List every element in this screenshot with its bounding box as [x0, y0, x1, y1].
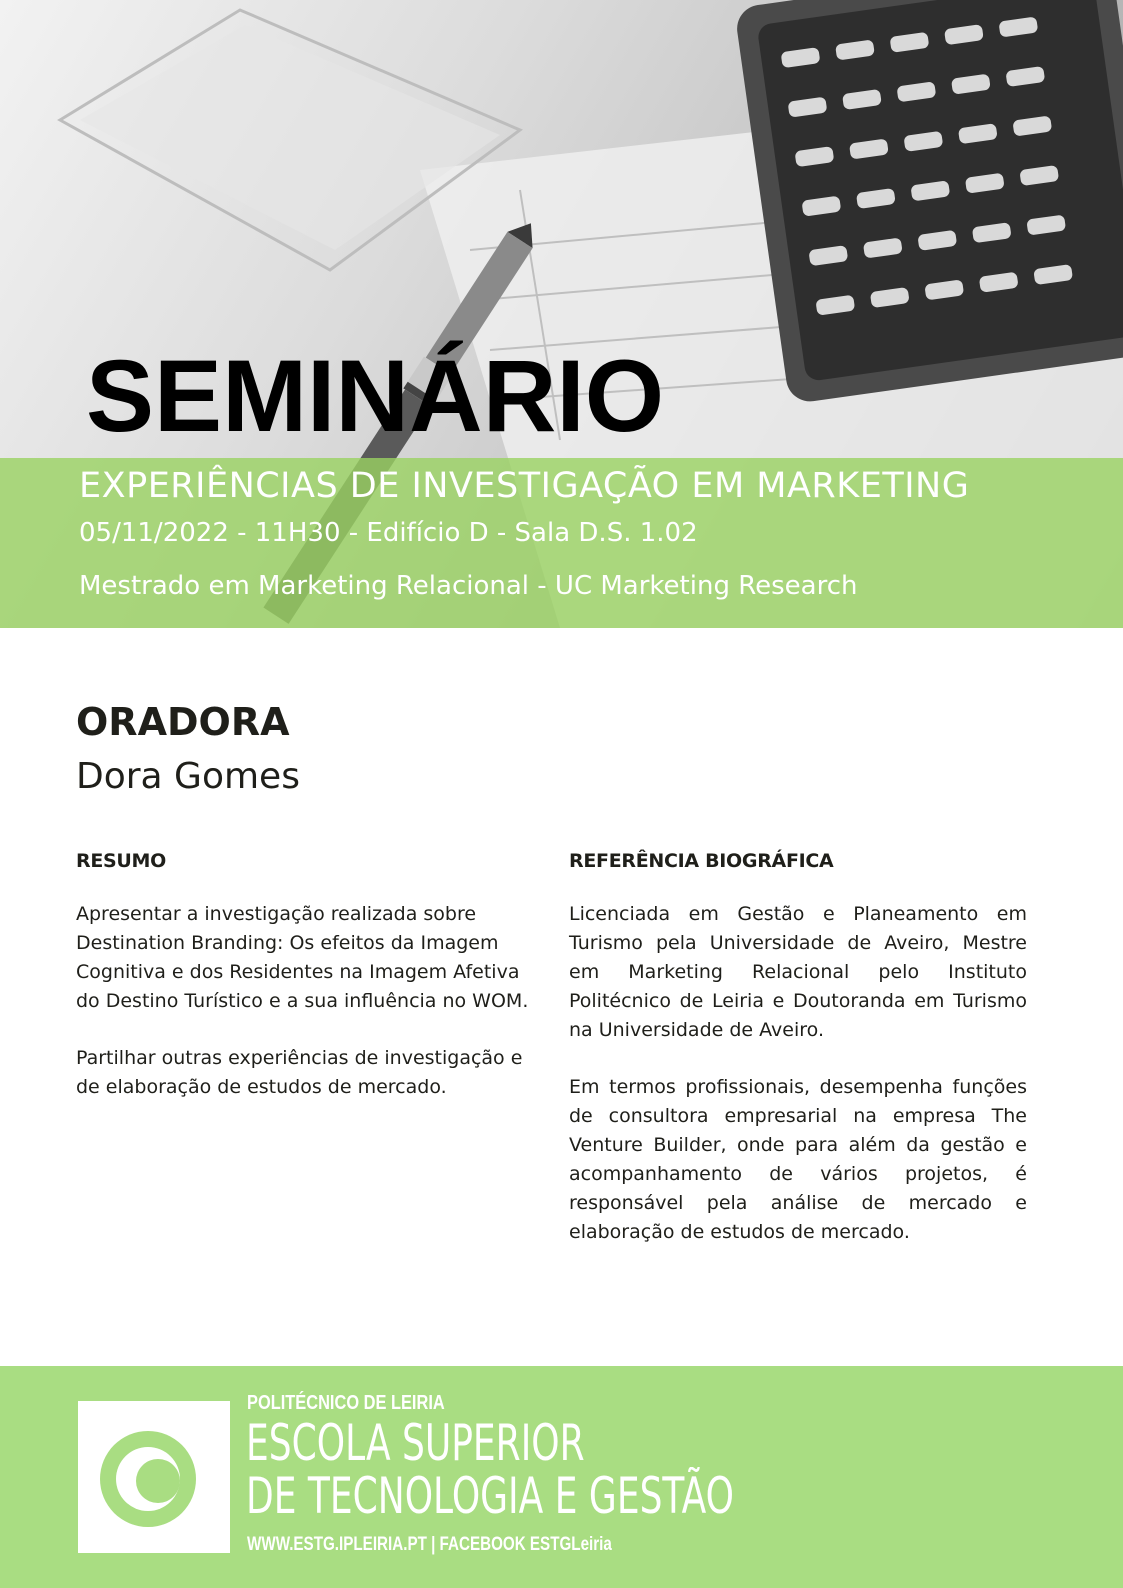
summary-paragraph: Partilhar outras experiências de investigação e de elaboração de estudos de mercado.: [76, 1047, 523, 1098]
summary-section: [76, 850, 534, 1130]
hero-banner: [0, 0, 1123, 628]
bio-paragraph: Licenciada em Gestão e Planeamento em Turismo pela Universidade de Aveiro, Mestre em Marketing Relacional pelo Instituto Politécnico de Leiria e Doutoranda em Turismo na Universidade de Aveiro.: [569, 903, 1027, 1041]
bio-paragraph: Em termos profissionais, desempenha funções de consultora empresarial na empresa The Venture Builder, onde para além da gestão e acompanhamento de vários projetos, é responsável pela análise de mercado e elaboração de estudos de mercado.: [569, 1076, 1027, 1243]
seminar-program: Mestrado em Marketing Relacional - UC Marketing Research: [79, 571, 858, 601]
speaker-label: ORADORA: [76, 700, 290, 744]
title-band: [0, 458, 1123, 628]
seminar-subtitle: EXPERIÊNCIAS DE INVESTIGAÇÃO EM MARKETING: [79, 466, 970, 506]
bio-section: [569, 850, 1027, 1275]
web-links[interactable]: WWW.ESTG.IPLEIRIA.PT | FACEBOOK ESTGLeiria: [247, 1534, 612, 1555]
page-title: SEMINÁRIO: [86, 339, 665, 453]
footer: [0, 1366, 1123, 1588]
eye-logo-icon: [78, 1401, 230, 1553]
institution-name: POLITÉCNICO DE LEIRIA: [247, 1392, 445, 1414]
school-name-line2: DE TECNOLOGIA E GESTÃO: [246, 1467, 734, 1525]
estg-logo: [78, 1401, 230, 1553]
seminar-details: 05/11/2022 - 11H30 - Edifício D - Sala D.S. 1.02: [79, 518, 698, 548]
summary-heading: RESUMO: [76, 850, 166, 872]
bio-heading: REFERÊNCIA BIOGRÁFICA: [569, 850, 834, 872]
speaker-name: Dora Gomes: [76, 756, 300, 797]
school-name-line1: ESCOLA SUPERIOR: [246, 1414, 585, 1472]
summary-paragraph: Apresentar a investigação realizada sobre Destination Branding: Os efeitos da Imagem Cognitiva e dos Residentes na Imagem Afetiva do Destino Turístico e a sua influência no WOM.: [76, 903, 529, 1012]
